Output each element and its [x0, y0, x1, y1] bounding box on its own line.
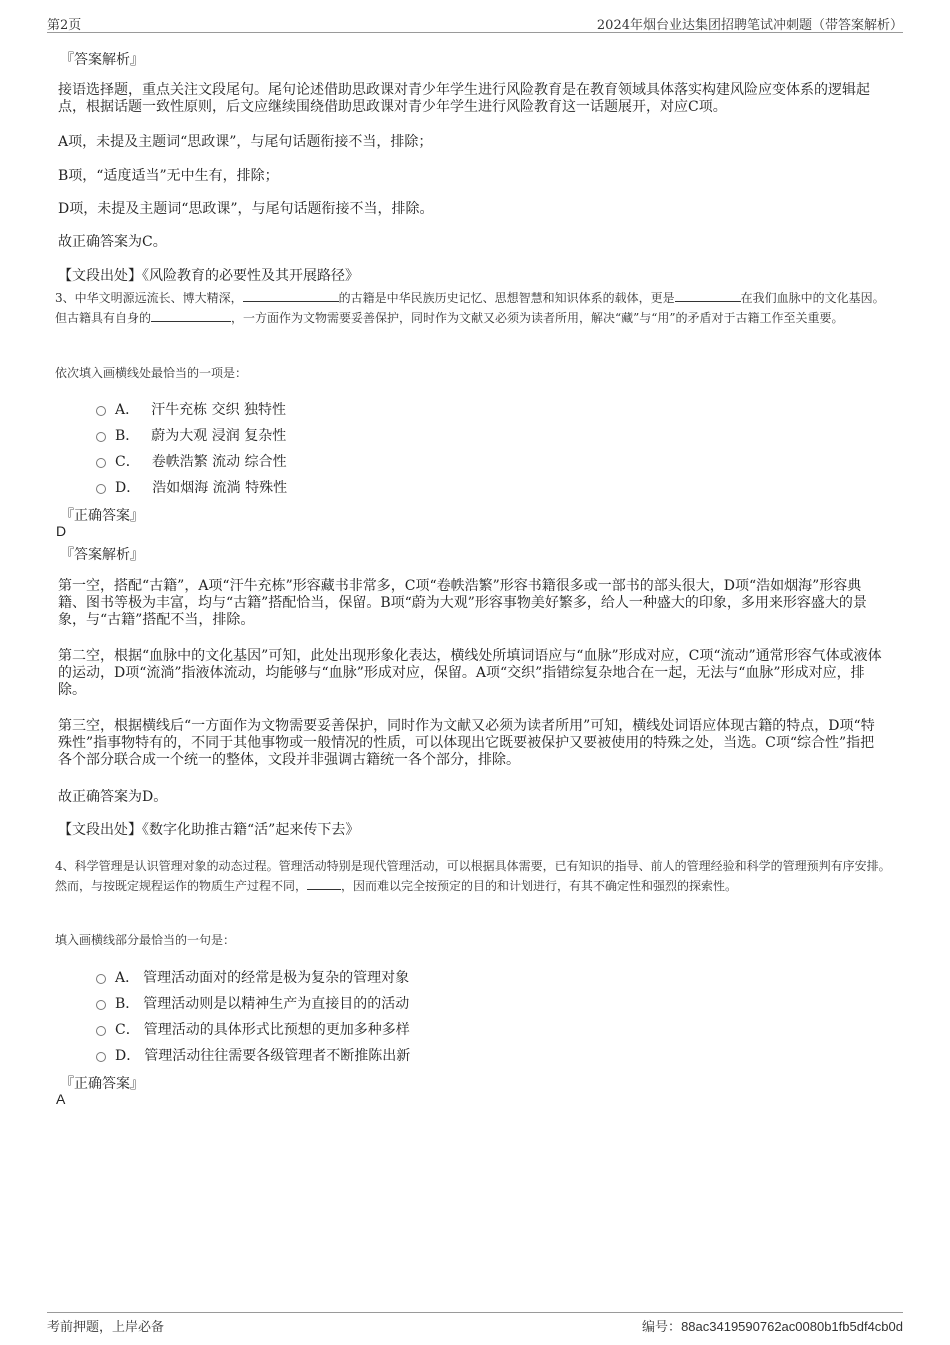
radio-icon[interactable] — [96, 458, 106, 468]
q4-stem — [55, 856, 895, 896]
q3-source: 【文段出处】《数字化助推古籍“活”起来传下去》 — [58, 822, 360, 838]
code-label: 编号： — [642, 1320, 682, 1335]
q3-blank-1 — [243, 289, 339, 302]
q3-answer: D — [56, 523, 67, 539]
option-key: B． — [115, 428, 140, 444]
document-code — [642, 1316, 903, 1335]
option-text: 汗牛充栋 交织 独特性 — [151, 402, 287, 418]
option-text: 管理活动面对的经常是极为复杂的管理对象 — [143, 970, 410, 986]
q3-analysis-p1: 第一空，搭配“古籍”，A项“汗牛充栋”形容藏书非常多，C项“卷帙浩繁”形容书籍很多或一部书的部头很大，D项“浩如烟海”形容典籍、图书等极为丰富，均与“古籍”搭配恰当，保留。B项“蔚为大观”形容事物美好繁多，给人一种盛大的印象，多用来形容盛大的景象，与“古籍”搭配不当，排除。 — [58, 578, 867, 628]
q3-stem-part-d: ，一方面作为文物需要妥善保护，同时作为文献又必须为读者所用，解决“藏”与“用”的矛盾对于古籍工作至关重要。 — [231, 311, 844, 325]
q3-analysis-p2: 第二空，根据“血脉中的文化基因”可知，此处出现形象化表达，横线处所填词语应与“血脉”形成对应，C项“流动”通常形容气体或液体的运动，D项“流淌”指液体流动，均能够与“血脉”形成对应，保留。A项“交织”指错综复杂地合在一起，无法与“血脉”形成对应，排除。 — [58, 648, 882, 698]
q4-answer-label: 『正确答案』 — [60, 1076, 144, 1092]
q3-blank-3 — [151, 309, 231, 322]
q3-option-d[interactable] — [96, 477, 287, 497]
q2-source: 【文段出处】《风险教育的必要性及其开展路径》 — [58, 268, 359, 284]
q3-stem-part-c: 在我们血脉中的文化基因。但古籍具有自身的 — [55, 291, 885, 325]
q3-option-b[interactable] — [96, 425, 286, 445]
option-key: A． — [115, 970, 140, 986]
q4-option-c[interactable] — [96, 1019, 410, 1039]
radio-icon[interactable] — [96, 974, 106, 984]
q3-analysis-label: 『答案解析』 — [60, 547, 144, 563]
option-text: 管理活动的具体形式比预想的更加多种多样 — [143, 1022, 410, 1038]
page-footer — [47, 1312, 903, 1335]
q4-stem-part-a: 4、科学管理是认识管理对象的动态过程。管理活动特别是现代管理活动，可以根据具体需要，已有知识的指导、前人的管理经验和科学的管理预判有序安排。然而，与按既定规程运作的物质生产过程不同， — [55, 859, 891, 893]
document-title: 2024年烟台业达集团招聘笔试冲刺题（带答案解析） — [596, 18, 903, 33]
q4-stem-part-b: ，因而难以完全按预定的目的和计划进行，有其不确定性和强烈的探索性。 — [341, 879, 738, 893]
q3-stem — [55, 288, 895, 328]
radio-icon[interactable] — [96, 1052, 106, 1062]
q2-analysis-p3: B项，“适度适当”无中生有，排除； — [58, 168, 279, 184]
option-key: D． — [115, 480, 141, 496]
option-key: C． — [115, 1022, 140, 1038]
option-key: D． — [115, 1048, 141, 1064]
option-text: 卷帙浩繁 流动 综合性 — [151, 454, 287, 470]
q4-blank — [307, 877, 341, 890]
option-text: 浩如烟海 流淌 特殊性 — [152, 480, 288, 496]
q3-option-a[interactable] — [96, 399, 286, 419]
radio-icon[interactable] — [96, 484, 106, 494]
option-text: 蔚为大观 浸润 复杂性 — [151, 428, 287, 444]
radio-icon[interactable] — [96, 406, 106, 416]
q2-analysis-label: 『答案解析』 — [60, 52, 144, 68]
radio-icon[interactable] — [96, 432, 106, 442]
q3-analysis-p4: 故正确答案为D。 — [58, 789, 168, 805]
q3-option-c[interactable] — [96, 451, 287, 471]
q3-stem-part-b: 的古籍是中华民族历史记忆、思想智慧和知识体系的载体，更是 — [338, 291, 675, 305]
option-key: C． — [115, 454, 140, 470]
page-number: 第2页 — [47, 18, 82, 33]
q3-analysis-p3: 第三空，根据横线后“一方面作为文物需要妥善保护，同时作为文献又必须为读者所用”可知，横线处词语应体现古籍的特点，D项“特殊性”指事物特有的，不同于其他事物或一般情况的性质，可以体现出它既要被保护又要被使用的特殊之处，当选。C项“综合性”指把各个部分联合成一个统一的整体，文段并非强调古籍统一各个部分，排除。 — [58, 718, 875, 768]
option-key: A． — [115, 402, 140, 418]
q4-option-d[interactable] — [96, 1045, 410, 1065]
q2-analysis-p2: A项，未提及主题词“思政课”，与尾句话题衔接不当，排除； — [58, 134, 433, 150]
q4-prompt: 填入画横线部分最恰当的一句是： — [55, 933, 236, 947]
q4-answer: A — [56, 1091, 66, 1107]
q3-prompt: 依次填入画横线处最恰当的一项是： — [55, 366, 248, 380]
q2-analysis-p1: 接语选择题，重点关注文段尾句。尾句论述借助思政课对青少年学生进行风险教育是在教育领域具体落实构建风险应变体系的逻辑起点，根据话题一致性原则，后文应继续围绕借助思政课对青少年学生进行风险教育这一话题展开，对应C项。 — [58, 82, 870, 115]
radio-icon[interactable] — [96, 1000, 106, 1010]
option-text: 管理活动则是以精神生产为直接目的的活动 — [143, 996, 410, 1012]
q4-option-b[interactable] — [96, 993, 409, 1013]
option-key: B． — [115, 996, 140, 1012]
q3-stem-part-a: 3、中华文明源远流长、博大精深， — [55, 291, 243, 305]
q4-option-a[interactable] — [96, 967, 409, 987]
q2-analysis-p5: 故正确答案为C。 — [58, 234, 167, 250]
q2-analysis-p4: D项，未提及主题词“思政课”，与尾句话题衔接不当，排除。 — [58, 201, 434, 217]
option-text: 管理活动往往需要各级管理者不断推陈出新 — [144, 1048, 411, 1064]
code-value: 88ac3419590762ac0080b1fb5df4cb0d — [681, 1319, 903, 1334]
footer-slogan: 考前押题，上岸必备 — [47, 1320, 165, 1335]
q3-answer-label: 『正确答案』 — [60, 508, 144, 524]
page-header — [47, 12, 903, 33]
radio-icon[interactable] — [96, 1026, 106, 1036]
q3-blank-2 — [675, 289, 741, 302]
